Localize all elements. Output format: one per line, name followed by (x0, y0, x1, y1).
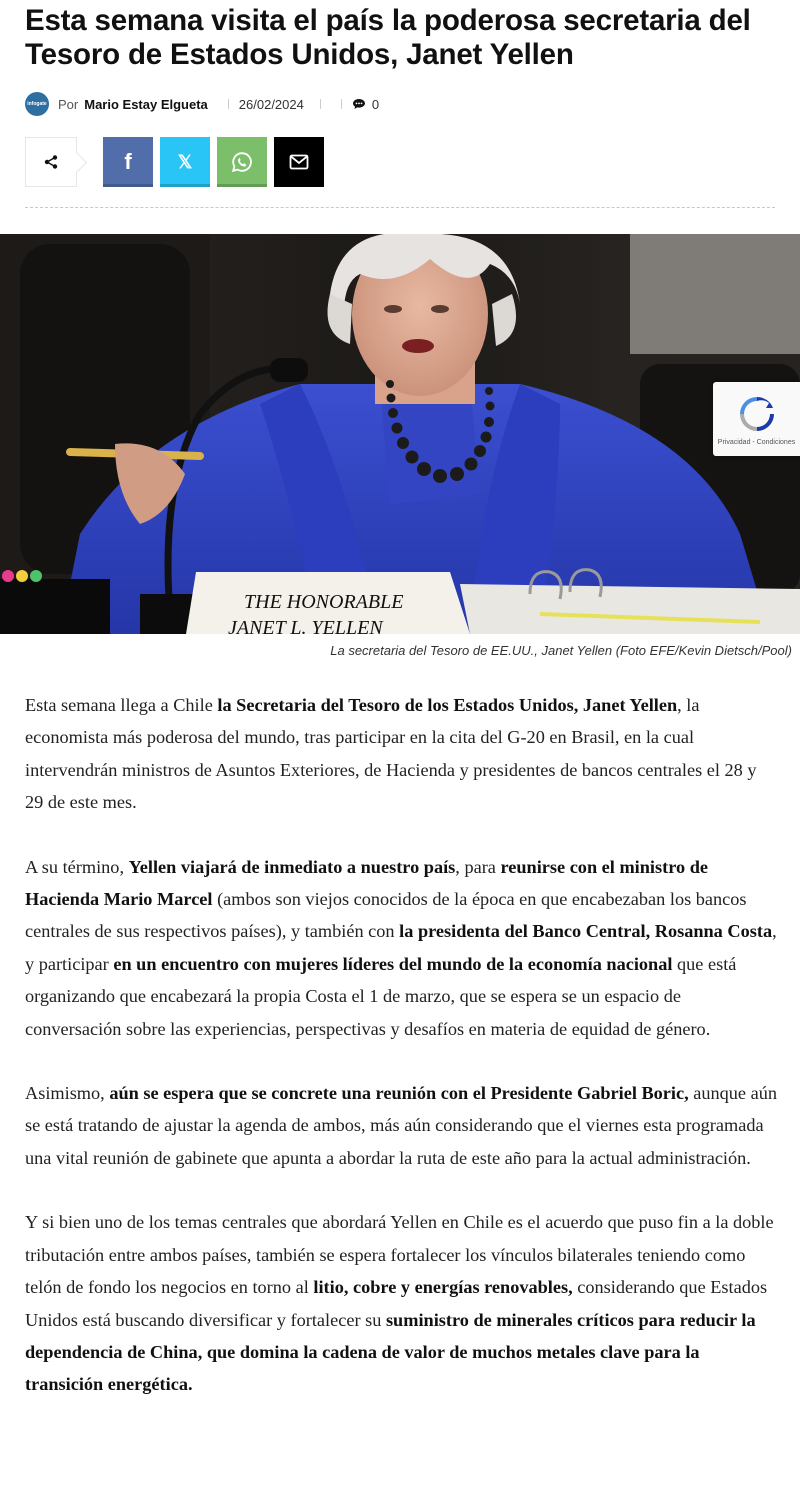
bold-text: Yellen viajará de inmediato a nuestro país (128, 856, 456, 877)
bold-text: reunirse con el ministro de Hacienda Mario Marcel (25, 856, 708, 910)
author-link[interactable]: Mario Estay Elgueta (84, 96, 208, 112)
text-segment: que está organizando que encabezará la propia Costa el 1 de marzo, que se espera se un espacio de conversación sobre las experiencias, perspectivas y desafíos en materia de equidad de género. (25, 953, 737, 1039)
comment-count[interactable]: 0 (371, 96, 380, 112)
meta-divider (228, 99, 229, 109)
by-label: Por (58, 96, 79, 112)
bold-text: en un encuentro con mujeres líderes del mundo de la economía nacional (113, 953, 673, 974)
paragraph-4 (25, 1206, 777, 1400)
bold-text: litio, cobre y energías renovables, (313, 1277, 573, 1298)
text-segment: (ambos son viejos conocidos de la época en que encabezaban los bancos centrales de sus respectivos países), y también con (25, 889, 747, 942)
bold-text: suministro de minerales críticos para reducir la dependencia de China, que domina la cadena de valor de muchos metales clave para la transición energética. (25, 1309, 756, 1395)
text-segment: Asimismo, (25, 1083, 110, 1104)
comment-icon[interactable] (352, 98, 366, 110)
share-bar (25, 137, 331, 187)
recaptcha-badge[interactable] (713, 382, 800, 456)
featured-image (0, 234, 800, 634)
text-segment: , y participar (25, 921, 777, 974)
whatsapp-share-button[interactable] (217, 137, 267, 187)
facebook-share-button[interactable] (103, 137, 153, 187)
bold-text: aún se espera que se concrete una reunión con el Presidente Gabriel Boric, (109, 1083, 689, 1104)
author-avatar[interactable]: infogate (25, 92, 49, 116)
publish-date: 26/02/2024 (238, 96, 304, 112)
mail-icon (289, 154, 309, 170)
header-divider (25, 207, 775, 208)
share-icon (43, 154, 59, 170)
text-segment: , para (455, 856, 501, 877)
text-segment: considerando que Estados Unidos está buscando diversificar y fortalecer su (25, 1277, 768, 1330)
recaptcha-links[interactable]: Privacidad - Condiciones (717, 438, 796, 446)
bold-text: la Secretaria del Tesoro de los Estados Unidos, Janet Yellen (217, 695, 678, 715)
text-segment: Esta semana llega a Chile (25, 695, 218, 715)
article-meta (25, 91, 425, 117)
text-segment: Y si bien uno de los temas centrales que abordará Yellen en Chile es el acuerdo que puso fin a la doble tributación entre ambos países, también se espera fortalecer los vínculos bilaterales teniendo como telón de fondo los negocios en torno al (25, 1212, 774, 1298)
meta-divider (341, 99, 342, 109)
article-body (25, 689, 777, 1433)
paragraph-3 (25, 1077, 777, 1174)
meta-divider (320, 99, 321, 109)
text-segment: aunque aún se está tratando de ajustar la agenda de ambos, más aún considerando que el viernes esta programada una vital reunión de gabinete que apunta a abordar la ruta de este año para la actual administración. (25, 1083, 778, 1168)
facebook-icon: f (124, 149, 132, 174)
featured-photo (0, 234, 800, 634)
bold-text: la presidenta del Banco Central, Rosanna Costa (399, 921, 773, 942)
article-headline: Esta semana visita el país la poderosa secretaria del Tesoro de Estados Unidos, Janet Yellen (25, 4, 751, 71)
whatsapp-icon (231, 151, 253, 173)
text-segment: A su término, (25, 856, 129, 877)
image-caption: La secretaria del Tesoro de EE.UU., Janet Yellen (Foto EFE/Kevin Dietsch/Pool) (330, 643, 792, 658)
x-share-button[interactable] (160, 137, 210, 187)
recaptcha-icon (734, 393, 780, 435)
x-icon: 𝕏 (177, 151, 193, 172)
placard-line-1: THE HONORABLE (244, 591, 404, 613)
paragraph-1 (25, 689, 777, 819)
text-segment: , la economista más poderosa del mundo, tras participar en la cita del G-20 en Brasil, en la cual intervendrán ministros de Asuntos Exteriores, de Hacienda y presidentes de bancos centrales el 28 y 29 de este mes. (25, 695, 757, 813)
paragraph-2 (25, 851, 777, 1045)
share-toggle-button[interactable] (25, 137, 77, 187)
placard-line-2: JANET L. YELLEN (228, 617, 383, 634)
email-share-button[interactable] (274, 137, 324, 187)
